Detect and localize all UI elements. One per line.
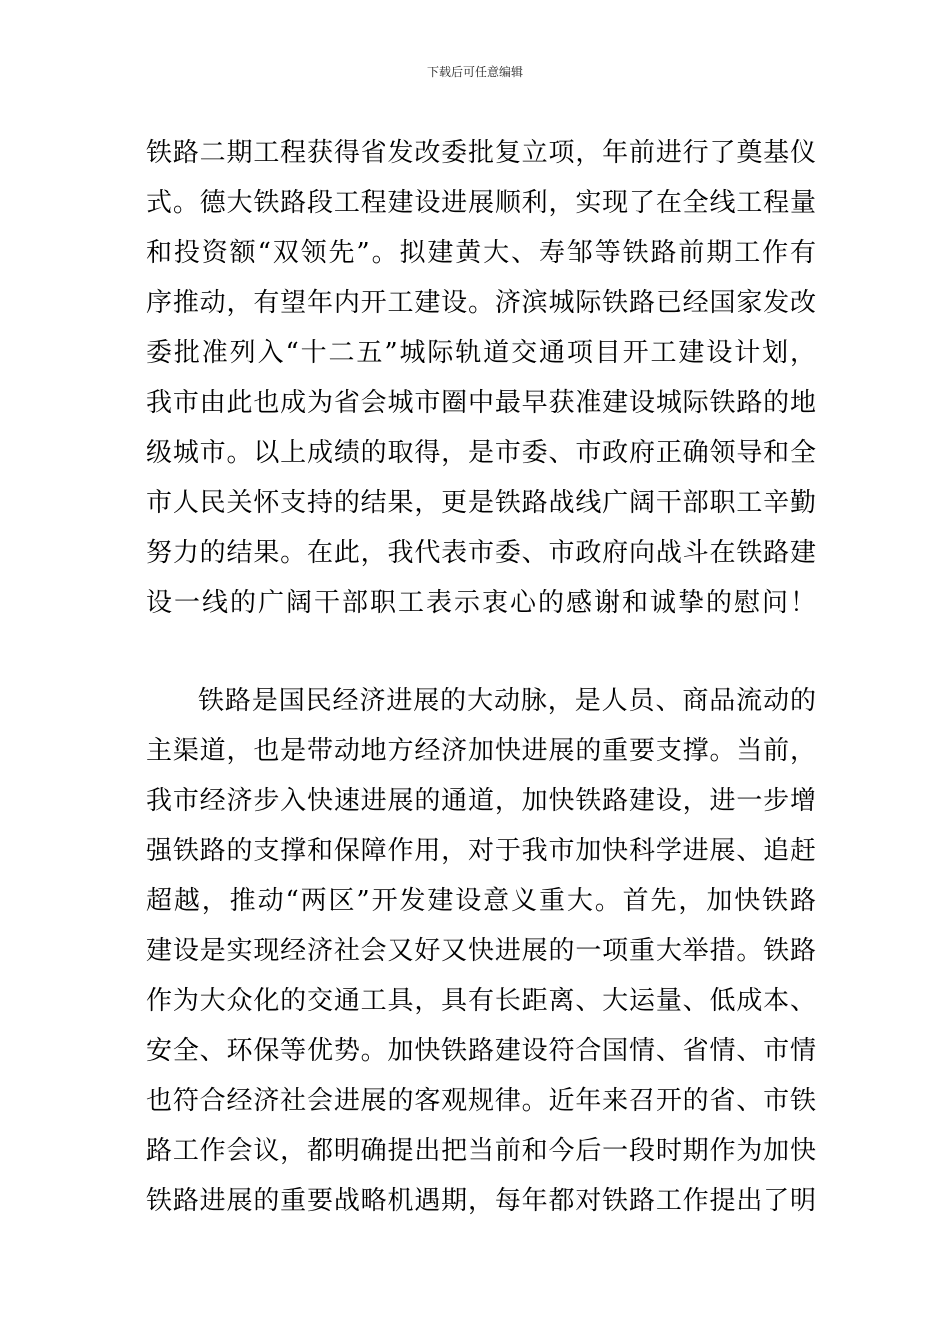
- paragraph-2-line-8: 安全、环保等优势。加快铁路建设符合国情、省情、市情: [146, 1036, 816, 1066]
- paragraph-1-line-9: 努力的结果。在此，我代表市委、市政府向战斗在铁路建: [146, 538, 816, 568]
- paragraph-1-line-5: 委批准列入“十二五”城际轨道交通项目开工建设计划，: [146, 338, 816, 368]
- paragraph-1-line-8: 市人民关怀支持的结果，更是铁路战线广阔干部职工辛勤: [146, 488, 816, 518]
- paragraph-2-line-9: 也符合经济社会进展的客观规律。近年来召开的省、市铁: [146, 1086, 816, 1116]
- paragraph-2-line-11: 铁路进展的重要战略机遇期，每年都对铁路工作提出了明: [146, 1186, 816, 1216]
- paragraph-2-line-5: 超越，推动“两区”开发建设意义重大。首先，加快铁路: [146, 886, 816, 916]
- paragraph-2-line-3: 我市经济步入快速进展的通道，加快铁路建设，进一步增: [146, 786, 816, 816]
- header-note: 下载后可任意编辑: [426, 65, 523, 79]
- paragraph-1-line-1: 铁路二期工程获得省发改委批复立项，年前进行了奠基仪: [146, 138, 816, 168]
- paragraph-2-line-2: 主渠道，也是带动地方经济加快进展的重要支撑。当前，: [146, 736, 816, 766]
- paragraph-2-line-10: 路工作会议，都明确提出把当前和今后一段时期作为加快: [146, 1136, 816, 1166]
- paragraph-1-line-6: 我市由此也成为省会城市圈中最早获准建设城际铁路的地: [146, 388, 816, 418]
- paragraph-2-line-7: 作为大众化的交通工具，具有长距离、大运量、低成本、: [146, 986, 816, 1016]
- paragraph-1-line-4: 序推动，有望年内开工建设。济滨城际铁路已经国家发改: [146, 288, 816, 318]
- paragraph-2-line-4: 强铁路的支撑和保障作用，对于我市加快科学进展、追赶: [146, 836, 816, 866]
- paragraph-1-line-7: 级城市。以上成绩的取得，是市委、市政府正确领导和全: [146, 438, 816, 468]
- paragraph-1-line-10: 设一线的广阔干部职工表示衷心的感谢和诚挚的慰问！: [146, 588, 816, 618]
- paragraph-2-line-6: 建设是实现经济社会又好又快进展的一项重大举措。铁路: [146, 936, 816, 966]
- paragraph-2-line-1: 铁路是国民经济进展的大动脉，是人员、商品流动的: [198, 686, 816, 716]
- paragraph-1-line-2: 式。德大铁路段工程建设进展顺利，实现了在全线工程量: [146, 188, 816, 218]
- paragraph-1-line-3: 和投资额“双领先”。拟建黄大、寿邹等铁路前期工作有: [146, 238, 816, 268]
